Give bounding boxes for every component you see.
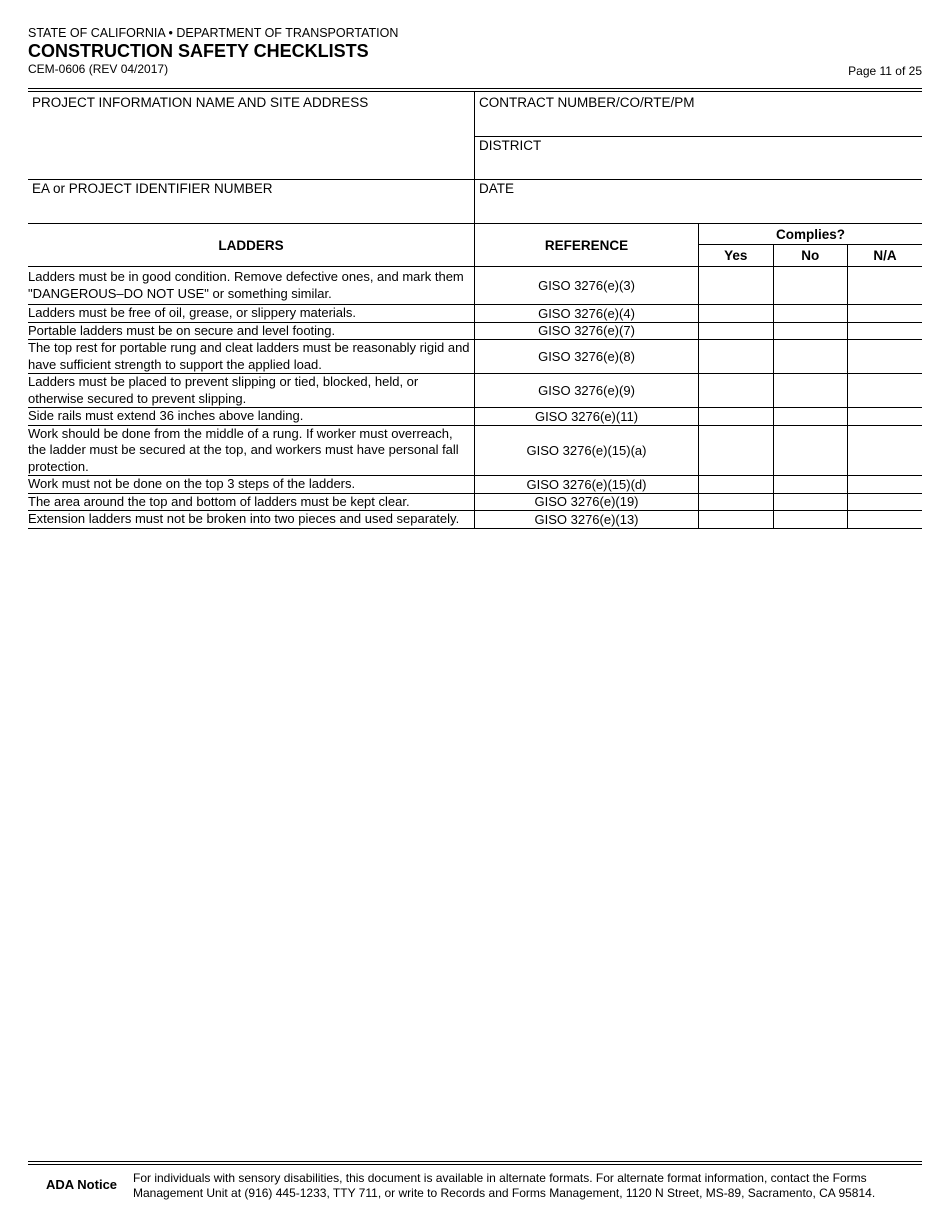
requirement-text: Ladders must be free of oil, grease, or slippery materials.	[28, 305, 475, 323]
table-row	[28, 493, 922, 511]
yes-checkbox-cell[interactable]	[699, 322, 774, 340]
na-checkbox-cell[interactable]	[848, 476, 923, 494]
divider	[28, 179, 474, 180]
reference-code: GISO 3276(e)(13)	[475, 511, 699, 529]
reference-code: GISO 3276(e)(8)	[475, 340, 699, 374]
no-checkbox-cell[interactable]	[773, 340, 848, 374]
no-checkbox-cell[interactable]	[773, 305, 848, 323]
ada-notice-label: ADA Notice	[46, 1177, 118, 1192]
no-checkbox-cell[interactable]	[773, 425, 848, 476]
form-title: CONSTRUCTION SAFETY CHECKLISTS	[28, 41, 369, 61]
reference-code: GISO 3276(e)(4)	[475, 305, 699, 323]
requirement-text: Portable ladders must be on secure and level footing.	[28, 322, 475, 340]
agency-name: STATE OF CALIFORNIA • DEPARTMENT OF TRANSPORTATION	[28, 26, 399, 40]
requirement-text: Work should be done from the middle of a rung. If worker must overreach, the ladder must be secured at the top, and workers must have personal fall protection.	[28, 425, 475, 476]
ladders-checklist-table	[28, 223, 922, 529]
yes-column-header: Yes	[699, 245, 774, 267]
yes-checkbox-cell[interactable]	[699, 493, 774, 511]
na-checkbox-cell[interactable]	[848, 493, 923, 511]
reference-code: GISO 3276(e)(15)(a)	[475, 425, 699, 476]
yes-checkbox-cell[interactable]	[699, 408, 774, 426]
na-column-header: N/A	[848, 245, 923, 267]
requirement-text: Work must not be done on the top 3 steps of the ladders.	[28, 476, 475, 494]
no-checkbox-cell[interactable]	[773, 267, 848, 305]
form-number: CEM-0606 (REV 04/2017)	[28, 62, 169, 76]
project-info-right	[475, 92, 922, 223]
table-row	[28, 511, 922, 529]
ea-number-label: EA or PROJECT IDENTIFIER NUMBER	[32, 181, 273, 196]
yes-checkbox-cell[interactable]	[699, 374, 774, 408]
no-column-header: No	[773, 245, 848, 267]
project-name-label: PROJECT INFORMATION NAME AND SITE ADDRESS	[32, 95, 369, 110]
table-row	[28, 322, 922, 340]
divider	[475, 179, 922, 180]
yes-checkbox-cell[interactable]	[699, 305, 774, 323]
reference-code: GISO 3276(e)(15)(d)	[475, 476, 699, 494]
project-info-left	[28, 92, 475, 223]
na-checkbox-cell[interactable]	[848, 425, 923, 476]
yes-checkbox-cell[interactable]	[699, 425, 774, 476]
table-row	[28, 425, 922, 476]
reference-code: GISO 3276(e)(11)	[475, 408, 699, 426]
requirement-text: Ladders must be placed to prevent slipping or tied, blocked, held, or otherwise secured to prevent slipping.	[28, 374, 475, 408]
table-row	[28, 267, 922, 305]
district-label: DISTRICT	[479, 138, 542, 153]
na-checkbox-cell[interactable]	[848, 511, 923, 529]
reference-column-header: REFERENCE	[475, 224, 699, 267]
no-checkbox-cell[interactable]	[773, 374, 848, 408]
table-row	[28, 374, 922, 408]
table-row	[28, 408, 922, 426]
table-row	[28, 476, 922, 494]
requirement-text: The top rest for portable rung and cleat ladders must be reasonably rigid and have sufficient strength to support the applied load.	[28, 340, 475, 374]
yes-checkbox-cell[interactable]	[699, 267, 774, 305]
table-row	[28, 340, 922, 374]
ladders-column-header: LADDERS	[28, 224, 475, 267]
reference-code: GISO 3276(e)(9)	[475, 374, 699, 408]
reference-code: GISO 3276(e)(19)	[475, 493, 699, 511]
table-row	[28, 305, 922, 323]
na-checkbox-cell[interactable]	[848, 408, 923, 426]
date-label: DATE	[479, 181, 515, 196]
page-number: Page 11 of 25	[848, 64, 922, 78]
form-header	[28, 26, 922, 77]
na-checkbox-cell[interactable]	[848, 267, 923, 305]
contract-number-label: CONTRACT NUMBER/CO/RTE/PM	[479, 95, 695, 110]
requirement-text: The area around the top and bottom of ladders must be kept clear.	[28, 493, 475, 511]
no-checkbox-cell[interactable]	[773, 511, 848, 529]
divider	[475, 136, 922, 137]
na-checkbox-cell[interactable]	[848, 340, 923, 374]
yes-checkbox-cell[interactable]	[699, 511, 774, 529]
footer-double-rule	[28, 1161, 922, 1165]
requirement-text: Extension ladders must not be broken into two pieces and used separately.	[28, 511, 475, 529]
yes-checkbox-cell[interactable]	[699, 476, 774, 494]
na-checkbox-cell[interactable]	[848, 305, 923, 323]
requirement-text: Side rails must extend 36 inches above landing.	[28, 408, 475, 426]
requirement-text: Ladders must be in good condition. Remove defective ones, and mark them "DANGEROUS–DO NOT USE" or something similar.	[28, 267, 475, 305]
no-checkbox-cell[interactable]	[773, 493, 848, 511]
no-checkbox-cell[interactable]	[773, 408, 848, 426]
na-checkbox-cell[interactable]	[848, 322, 923, 340]
complies-column-header: Complies?	[699, 224, 923, 245]
reference-code: GISO 3276(e)(3)	[475, 267, 699, 305]
reference-code: GISO 3276(e)(7)	[475, 322, 699, 340]
na-checkbox-cell[interactable]	[848, 374, 923, 408]
ada-notice-text: For individuals with sensory disabilities, this document is available in alternate formats. For alternate format information, contact the Forms Management Unit at (916) 445-1233, TTY 711, or write to Records and Forms Management, 1120 N Street, MS-89, Sacramento, CA 95814.	[133, 1171, 876, 1200]
yes-checkbox-cell[interactable]	[699, 340, 774, 374]
no-checkbox-cell[interactable]	[773, 476, 848, 494]
no-checkbox-cell[interactable]	[773, 322, 848, 340]
